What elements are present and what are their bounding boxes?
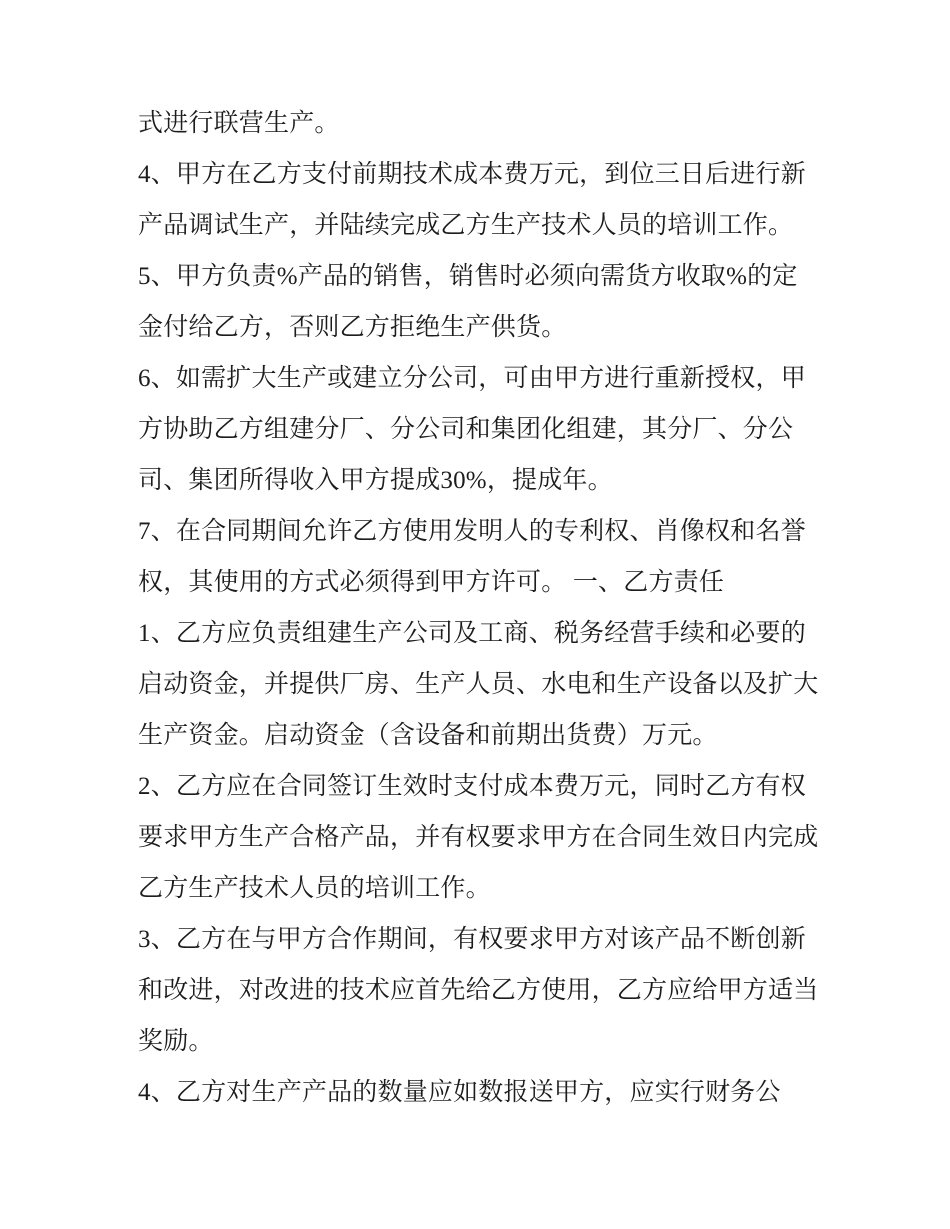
text-line: 要求甲方生产合格产品，并有权要求甲方在合同生效日内完成 [138, 824, 819, 851]
text-line: 5、甲方负责%产品的销售，销售时必须向需货方收取%的定 [138, 263, 798, 290]
text-line: 金付给乙方，否则乙方拒绝生产供货。 [138, 314, 567, 341]
text-line: 乙方生产技术人员的培训工作。 [138, 875, 491, 902]
text-line: 2、乙方应在合同签订生效时支付成本费万元，同时乙方有权 [138, 773, 806, 800]
text-line: 1、乙方应负责组建生产公司及工商、税务经营手续和必要的 [138, 620, 806, 647]
contract-text-block [138, 98, 828, 1118]
text-line: 生产资金。启动资金（含设备和前期出货费）万元。 [138, 722, 718, 749]
text-line: 和改进，对改进的技术应首先给乙方使用，乙方应给甲方适当 [138, 977, 819, 1004]
text-line: 3、乙方在与甲方合作期间，有权要求甲方对该产品不断创新 [138, 926, 806, 953]
text-line: 4、乙方对生产产品的数量应如数报送甲方，应实行财务公 [138, 1079, 781, 1106]
text-line: 产品调试生产，并陆续完成乙方生产技术人员的培训工作。 [138, 212, 794, 239]
text-line: 奖励。 [138, 1028, 214, 1055]
text-line: 启动资金，并提供厂房、生产人员、水电和生产设备以及扩大 [138, 671, 819, 698]
text-line: 权，其使用的方式必须得到甲方许可。 一、乙方责任 [138, 569, 725, 596]
text-line: 6、如需扩大生产或建立分公司，可由甲方进行重新授权，甲 [138, 365, 806, 392]
text-line: 7、在合同期间允许乙方使用发明人的专利权、肖像权和名誉 [138, 518, 806, 545]
text-line: 式进行联营生产。 [138, 110, 340, 137]
text-line: 4、甲方在乙方支付前期技术成本费万元，到位三日后进行新 [138, 161, 806, 188]
text-line: 司、集团所得收入甲方提成30%，提成年。 [138, 467, 613, 494]
text-line: 方协助乙方组建分厂、分公司和集团化组建，其分厂、分公 [138, 416, 794, 443]
